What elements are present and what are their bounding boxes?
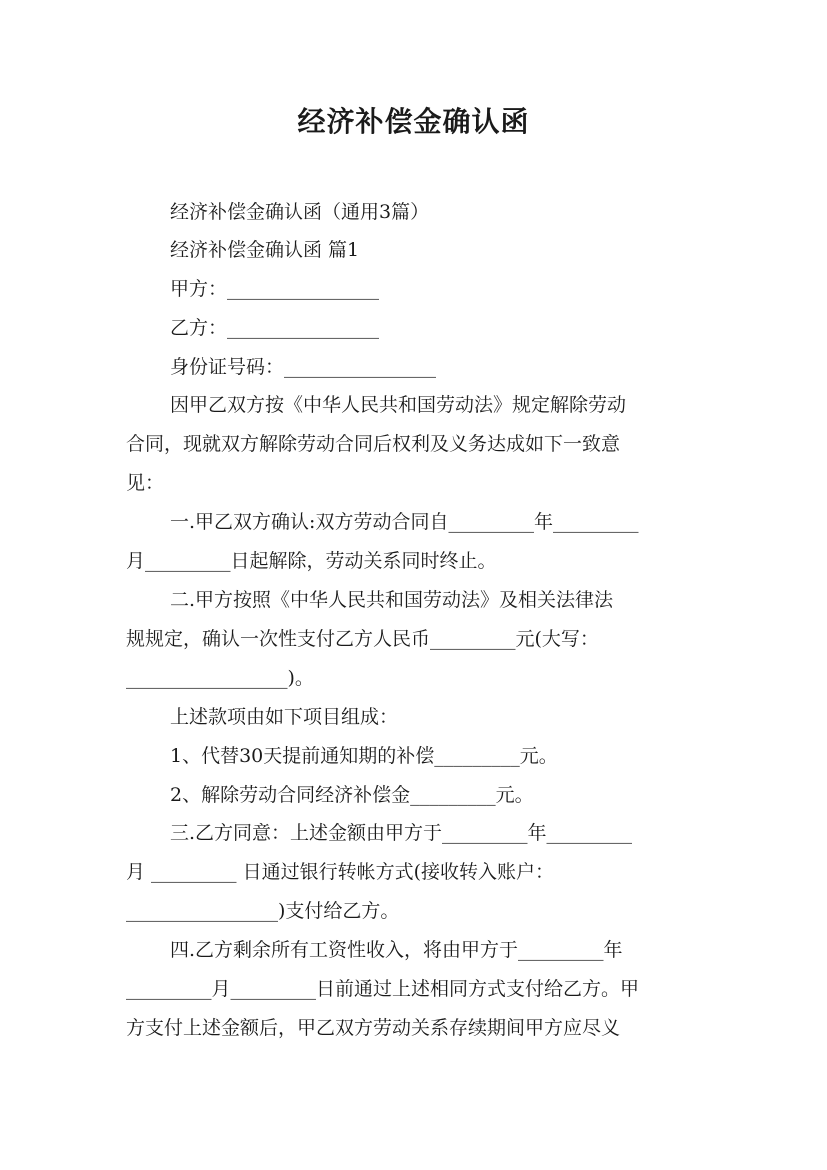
item-line: 1、代替30天提前通知期的补偿_________元。 (170, 745, 558, 767)
clause-two-line: _________________)。 (126, 667, 314, 689)
clause-three-line: 月 _________ 日通过银行转帐方式(接收转入账户： (126, 861, 554, 883)
document-title: 经济补偿金确认函 (297, 105, 530, 138)
paragraph-line: 因甲乙双方按《中华人民共和国劳动法》规定解除劳动 (170, 394, 627, 416)
subtitle-line: 经济补偿金确认函（通用3篇） (170, 201, 430, 223)
item-line: 2、解除劳动合同经济补偿金_________元。 (170, 784, 534, 806)
clause-four-line: _________月_________日前通过上述相同方式支付给乙方。甲 (126, 978, 640, 1000)
clause-one-line: 一.甲乙双方确认:双方劳动合同自_________年_________ (170, 511, 639, 533)
clause-two-line: 二.甲方按照《中华人民共和国劳动法》及相关法律法 (170, 589, 614, 611)
clause-one-line: 月_________日起解除，劳动关系同时终止。 (126, 550, 497, 572)
party-a-field: 甲方：________________ (170, 278, 380, 300)
clause-two-line: 规规定，确认一次性支付乙方人民币_________元(大写： (126, 628, 599, 650)
items-intro: 上述款项由如下项目组成： (170, 706, 399, 728)
party-b-field: 乙方：________________ (170, 317, 380, 339)
id-number-field: 身份证号码：________________ (170, 356, 437, 378)
paragraph-line: 合同，现就双方解除劳动合同后权利及义务达成如下一致意 (126, 433, 621, 455)
clause-three-line: ________________)支付给乙方。 (126, 900, 400, 922)
section-heading: 经济补偿金确认函 篇1 (170, 239, 360, 261)
clause-four-line: 方支付上述金额后，甲乙双方劳动关系存续期间甲方应尽义 (126, 1017, 621, 1039)
paragraph-line: 见： (126, 472, 165, 494)
clause-three-line: 三.乙方同意：上述金额由甲方于_________年_________ (170, 822, 633, 844)
clause-four-line: 四.乙方剩余所有工资性收入，将由甲方于_________年 (170, 939, 623, 961)
